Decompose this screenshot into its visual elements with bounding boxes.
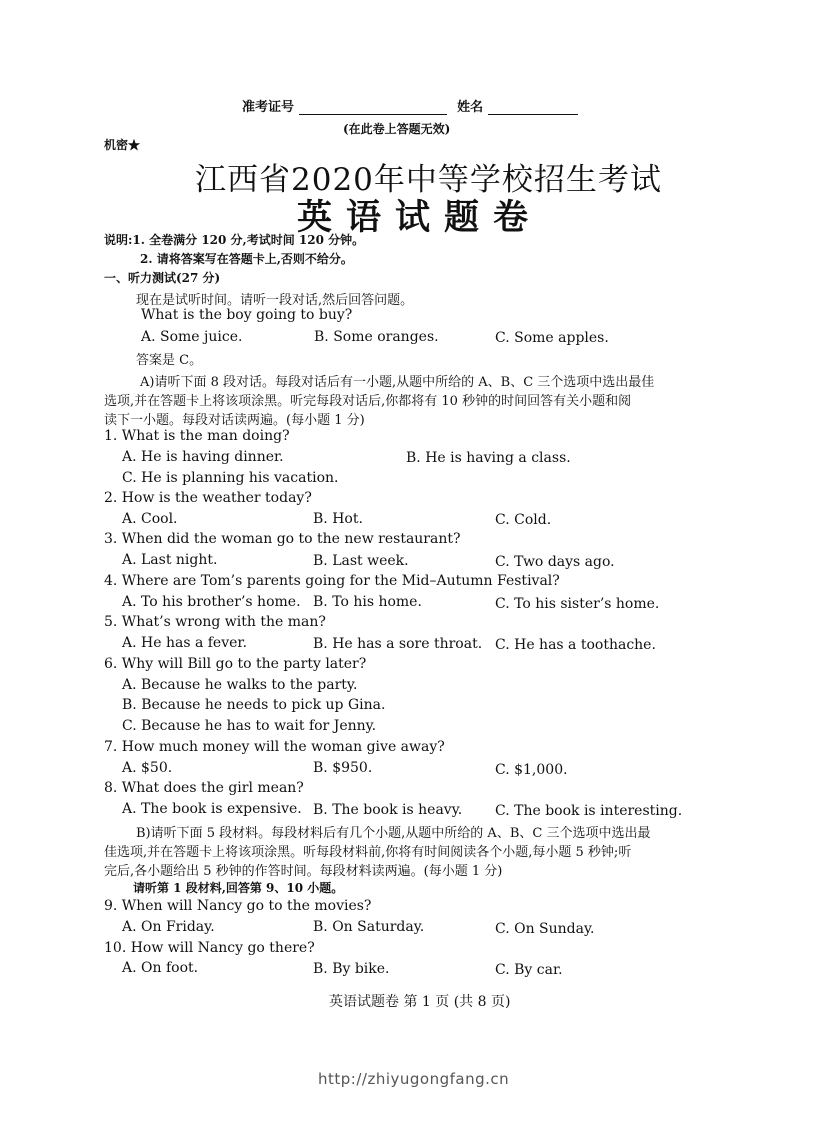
example-option-b: B. Some oranges. bbox=[314, 329, 439, 345]
part-a-instruction-line: 选项,并在答题卡上将该项涂黑。听完每段对话后,你都将有 10 秒钟的时间回答有关小题和阅 bbox=[104, 394, 632, 409]
example-intro: 现在是试听时间。请听一段对话,然后回答问题。 bbox=[136, 293, 414, 308]
option-c: C. Two days ago. bbox=[495, 554, 615, 570]
exam-id-blank bbox=[299, 114, 447, 115]
option-c: C. He has a toothache. bbox=[495, 637, 656, 653]
option-a: A. To his brother’s home. bbox=[122, 594, 301, 610]
part-b-lead: 请听第 1 段材料,回答第 9、10 小题。 bbox=[133, 881, 344, 895]
part-a-instruction-line: 读下一小题。每段对话读两遍。(每小题 1 分) bbox=[104, 413, 365, 428]
question-stem: 10. How will Nancy go there? bbox=[104, 940, 315, 956]
part-b-instruction-line: B)请听下面 5 段材料。每段材料后有几个小题,从题中所给的 A、B、C 三个选项中选出最 bbox=[136, 826, 651, 841]
option-c: C. Because he has to wait for Jenny. bbox=[122, 718, 377, 734]
option-b: B. By bike. bbox=[313, 961, 390, 977]
option-a: A. He is having dinner. bbox=[122, 449, 284, 465]
exam-header bbox=[242, 96, 578, 115]
question-stem: 7. How much money will the woman give away? bbox=[104, 739, 445, 755]
option-b: B. Because he needs to pick up Gina. bbox=[122, 697, 386, 713]
question-stem: 6. Why will Bill go to the party later? bbox=[104, 656, 367, 672]
instruction-line-1: 说明:1. 全卷满分 120 分,考试时间 120 分钟。 bbox=[104, 233, 365, 247]
option-c: C. The book is interesting. bbox=[495, 803, 683, 819]
part-b-instruction-line: 佳选项,并在答题卡上将该项涂黑。听每段材料前,你将有时间阅读各个小题,每小题 5 秒钟;听 bbox=[104, 845, 632, 860]
option-b: B. Last week. bbox=[313, 553, 409, 569]
name-label: 姓名 bbox=[457, 100, 484, 115]
header-note: (在此卷上答题无效) bbox=[343, 122, 451, 136]
option-a: A. Because he walks to the party. bbox=[122, 677, 358, 693]
option-b: B. He has a sore throat. bbox=[313, 636, 483, 652]
question-stem: 3. When did the woman go to the new restaurant? bbox=[104, 531, 461, 547]
question-stem: 9. When will Nancy go to the movies? bbox=[104, 898, 372, 914]
section-heading: 一、听力测试(27 分) bbox=[104, 271, 221, 285]
question-stem: 2. How is the weather today? bbox=[104, 490, 312, 506]
option-a: A. On foot. bbox=[122, 960, 199, 976]
option-a: A. $50. bbox=[122, 760, 173, 776]
option-b: B. Hot. bbox=[313, 511, 363, 527]
example-answer: 答案是 C。 bbox=[136, 353, 203, 368]
part-a-instruction-line: A)请听下面 8 段对话。每段对话后有一小题,从题中所给的 A、B、C 三个选项中选出最佳 bbox=[140, 375, 655, 390]
instruction-line-2: 2. 请将答案写在答题卡上,否则不给分。 bbox=[140, 252, 353, 266]
example-question: What is the boy going to buy? bbox=[141, 307, 353, 323]
paper-subtitle: 英语试题卷 bbox=[297, 197, 543, 238]
option-a: A. On Friday. bbox=[122, 919, 215, 935]
question-stem: 8. What does the girl mean? bbox=[104, 780, 304, 796]
option-c: C. To his sister’s home. bbox=[495, 596, 660, 612]
page-footer: 英语试题卷 第 1 页 (共 8 页) bbox=[329, 994, 511, 1010]
option-b: B. To his home. bbox=[313, 594, 422, 610]
option-b: B. The book is heavy. bbox=[313, 802, 463, 818]
option-b: B. $950. bbox=[313, 760, 373, 776]
question-stem: 5. What’s wrong with the man? bbox=[104, 614, 326, 630]
option-a: A. He has a fever. bbox=[122, 635, 248, 651]
option-c: C. Cold. bbox=[495, 512, 552, 528]
option-b: B. He is having a class. bbox=[406, 450, 571, 466]
exam-id-label: 准考证号 bbox=[242, 100, 295, 115]
option-a: A. The book is expensive. bbox=[122, 801, 302, 817]
option-c: C. He is planning his vacation. bbox=[122, 470, 339, 486]
option-a: A. Cool. bbox=[122, 511, 178, 527]
option-c: C. $1,000. bbox=[495, 762, 568, 778]
name-blank bbox=[488, 114, 578, 115]
option-c: C. By car. bbox=[495, 962, 563, 978]
option-b: B. On Saturday. bbox=[313, 919, 425, 935]
option-a: A. Last night. bbox=[122, 552, 218, 568]
example-option-a: A. Some juice. bbox=[141, 329, 243, 345]
option-c: C. On Sunday. bbox=[495, 921, 595, 937]
exam-title: 江西省2020年中等学校招生考试 bbox=[195, 162, 662, 198]
example-option-c: C. Some apples. bbox=[495, 330, 609, 346]
question-stem: 1. What is the man doing? bbox=[104, 428, 290, 444]
confidential-mark: 机密★ bbox=[104, 138, 141, 152]
question-stem: 4. Where are Tom’s parents going for the Mid–Autumn Festival? bbox=[104, 573, 560, 589]
watermark-url: http://zhiyugongfang.cn bbox=[318, 1070, 510, 1088]
part-b-instruction-line: 完后,各小题给出 5 秒钟的作答时间。每段材料读两遍。(每小题 1 分) bbox=[104, 864, 503, 879]
